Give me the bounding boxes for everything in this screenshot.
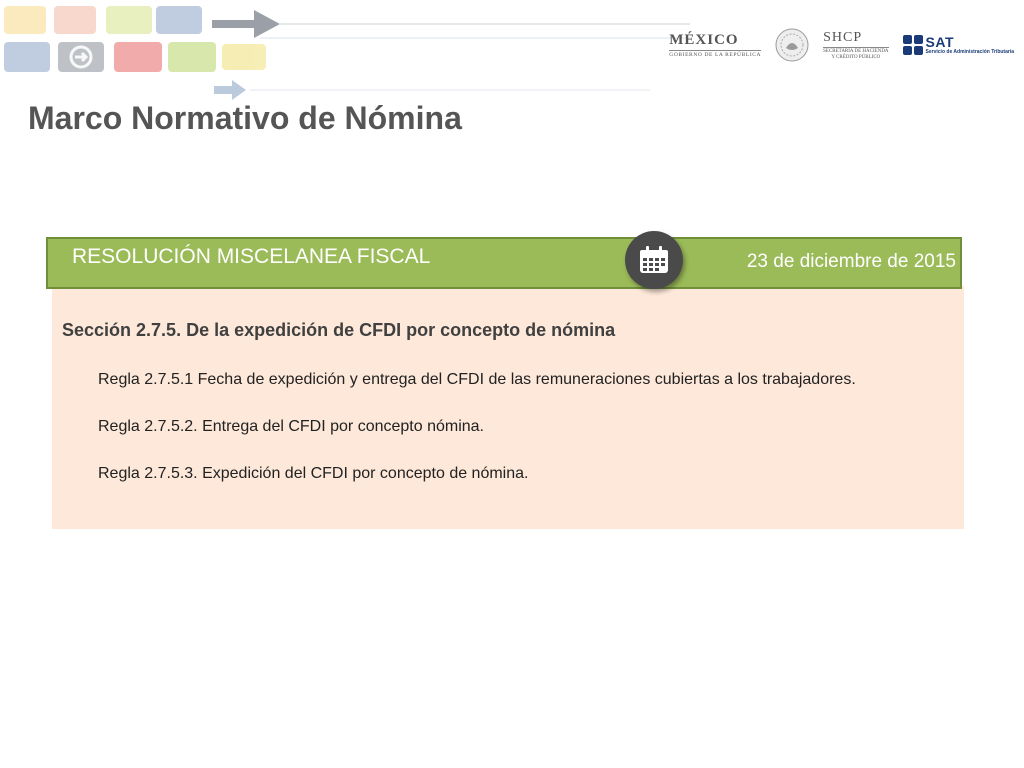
resolution-header-bar (46, 237, 962, 289)
decorative-tiles (0, 0, 700, 100)
mexico-logo (669, 32, 761, 58)
shcp-logo (823, 30, 888, 61)
shcp-logo-subtitle-2: Y CRÉDITO PÚBLICO (831, 54, 881, 60)
calendar-icon (639, 246, 669, 274)
page-title: Marco Normativo de Nómina (28, 100, 462, 136)
mexico-logo-subtitle: GOBIERNO DE LA REPÚBLICA (669, 52, 762, 58)
sat-logo (903, 35, 1014, 55)
sat-logo-subtitle: Servicio de Administración Tributaria (925, 49, 1014, 55)
sat-logo-title: SAT (925, 34, 955, 50)
calendar-badge (625, 231, 683, 289)
logo-bar (669, 22, 1014, 68)
rule-item: Regla 2.7.5.3. Expedición del CFDI por concepto de nómina. (98, 465, 529, 482)
rule-item: Regla 2.7.5.2. Entrega del CFDI por concepto nómina. (98, 418, 484, 435)
section-title: Sección 2.7.5. De la expedición de CFDI por concepto de nómina (62, 320, 616, 340)
resolution-date: 23 de diciembre de 2015 (746, 251, 956, 272)
sat-squares-icon (903, 35, 923, 55)
arrow-small-icon (214, 80, 246, 100)
mexico-logo-title: MÉXICO (669, 32, 739, 48)
rule-item: Regla 2.7.5.1 Fecha de expedición y entrega del CFDI de las remuneraciones cubiertas a los trabajadores. (98, 371, 856, 388)
shcp-logo-title: SHCP (823, 29, 863, 45)
arrow-large-icon (212, 10, 280, 38)
shcp-logo-subtitle-1: SECRETARÍA DE HACIENDA (823, 48, 889, 54)
resolution-label: RESOLUCIÓN MISCELANEA FISCAL (72, 245, 431, 268)
national-seal-icon (775, 28, 809, 62)
